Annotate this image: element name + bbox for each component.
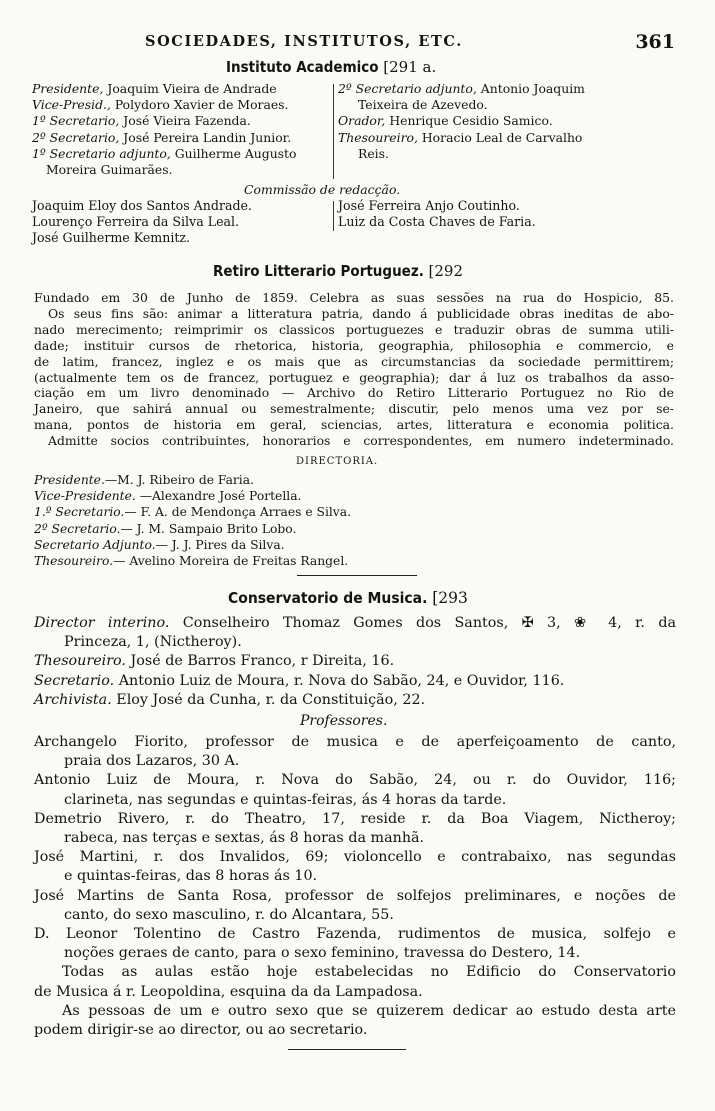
professor-line: José Martins de Santa Rosa, professor de solfejos preliminares, e noções de <box>34 887 676 904</box>
professor-line: noções geraes de canto, para o sexo feminino, travessa do Destero, 14. <box>64 945 581 962</box>
staff-line: Director interino. Conselheiro Thomaz Gomes dos Santos, ✠ 3, ❀ 4, r. da <box>34 615 677 631</box>
note-line: Todas as aulas estão hoje estabelecidas no Edificio do Conservatorio <box>62 964 676 981</box>
commission-member: José Ferreira Anjo Coutinho. <box>338 198 520 213</box>
text-line: Os seus fins são: animar a litteratura patria, dando á publicidade obras ineditas de abo- <box>48 305 674 321</box>
directory-row: 2º Secretario.— J. M. Sampaio Brito Lobo. <box>34 521 297 536</box>
retiro-directory <box>34 472 351 569</box>
professors-list <box>34 733 676 1040</box>
text-line: Fundado em 30 de Junho de 1859. Celebra as suas sessões na rua do Hospicio, 85. <box>34 290 674 305</box>
professor-line: José Martini, r. dos Invalidos, 69; violoncello e contrabaixo, nas segundas <box>34 849 676 866</box>
directory-row: 1.º Secretario.— F. A. de Mendonça Arraes e Silva. <box>34 505 351 520</box>
officer-row: Teixeira de Azevedo. <box>358 97 488 113</box>
text-line: Janeiro, que sahirá annual ou semestralmente; discutir, pelo menos uma vez por se- <box>34 401 674 417</box>
page-number: 361 <box>635 31 675 53</box>
instituto-officers-left <box>32 81 296 178</box>
directory-row: Secretario Adjunto.— J. J. Pires da Silva. <box>34 537 285 552</box>
retiro-ref: [292 <box>428 262 464 280</box>
professors-heading: Professores. <box>300 713 388 729</box>
officer-row: Reis. <box>358 145 389 161</box>
text-line: ciação em um livro denominado — Archivo do Retiro Litterario Portuguez no Rio de <box>34 385 674 401</box>
officer-row: Vice-Presid., Polydoro Xavier de Moraes. <box>32 97 289 113</box>
text-line: nado merecimento; reimprimir os classicos portuguezes e traduzir obras de summa utili- <box>34 321 674 337</box>
commission-member: Joaquim Eloy dos Santos Andrade. <box>32 198 252 213</box>
commission-member: Lourenço Ferreira da Silva Leal. <box>32 214 240 230</box>
text-line: mana, pontos de historia em geral, sciencias, artes, litteratura e economia politica. <box>34 417 674 433</box>
column-divider <box>333 84 334 179</box>
staff-line: Princeza, 1, (Nictheroy). <box>64 634 242 651</box>
professor-line: D. Leonor Tolentino de Castro Fazenda, rudimentos de musica, solfejo e <box>34 926 676 943</box>
directory-row: Vice-Presidente. —Alexandre José Portella. <box>34 489 302 504</box>
officer-row: 1º Secretario adjunto, Guilherme Augusto <box>32 145 297 161</box>
professor-line: rabeca, nas terças e sextas, ás 8 horas da manhã. <box>64 830 425 847</box>
staff-line: Secretario. Antonio Luiz de Moura, r. Nova do Sabão, 24, e Ouvidor, 116. <box>34 672 565 689</box>
staff-line: Thesoureiro. José de Barros Franco, r Direita, 16. <box>34 653 395 670</box>
note-line: podem dirigir-se ao director, ou ao secretario. <box>34 1022 368 1039</box>
commission-left <box>32 198 252 247</box>
column-divider <box>333 201 334 231</box>
note-line: de Musica á r. Leopoldina, esquina da da Lampadosa. <box>34 983 423 1000</box>
section-title-conservatorio <box>228 589 468 607</box>
professor-line: canto, do sexo masculino, r. do Alcantara, 55. <box>64 906 394 923</box>
officer-row: 2º Secretario, José Pereira Landin Junior. <box>32 129 292 145</box>
professor-line: Antonio Luiz de Moura, r. Nova do Sabão, 24, ou r. do Ouvidor, 116; <box>34 772 676 789</box>
section-title-instituto <box>226 58 436 76</box>
officer-row: Orador, Henrique Cesidio Samico. <box>338 113 553 129</box>
running-header <box>145 33 675 55</box>
running-title: SOCIEDADES, INSTITUTOS, ETC. <box>145 33 463 50</box>
directory-row: Thesoureiro.— Avelino Moreira de Freitas Rangel. <box>34 554 349 569</box>
commission-member: Luiz da Costa Chaves de Faria. <box>338 214 536 230</box>
instituto-officers-right <box>338 81 585 162</box>
note-line: As pessoas de um e outro sexo que se quizerem dedicar ao estudo desta arte <box>62 1002 676 1019</box>
section-divider <box>297 575 417 576</box>
retiro-title: Retiro Litterario Portuguez. <box>213 262 424 280</box>
instituto-ref: [291 a. <box>383 58 437 76</box>
officer-row: 1º Secretario, José Vieira Fazenda. <box>32 113 251 129</box>
professor-line: praia dos Lazaros, 30 A. <box>64 753 240 770</box>
instituto-title: Instituto Academico <box>226 58 379 76</box>
commission-right <box>338 198 536 230</box>
conservatorio-ref: [293 <box>432 589 468 607</box>
professor-line: Archangelo Fiorito, professor de musica e de aperfeiçoamento de canto, <box>34 734 676 750</box>
commission-heading: Commissão de redacção. <box>244 182 401 197</box>
conservatorio-staff <box>34 614 676 710</box>
conservatorio-title: Conservatorio de Musica. <box>228 589 428 607</box>
section-divider <box>288 1049 406 1050</box>
professor-line: Demetrio Rivero, r. do Theatro, 17, reside r. da Boa Viagem, Nictheroy; <box>34 810 676 827</box>
text-line: (actualmente tem os de francez, portuguez e geographia); dar á luz os trabalhos da asso- <box>34 369 674 385</box>
officer-row: 2º Secretario adjunto, Antonio Joaquim <box>338 81 585 96</box>
professor-line: e quintas-feiras, das 8 horas ás 10. <box>64 868 318 885</box>
text-line: dade; instituir cursos de rhetorica, historia, geographia, philosophia e commercio, e <box>34 337 674 353</box>
officer-row: Presidente, Joaquim Vieira de Andrade <box>32 81 277 96</box>
retiro-paragraph <box>34 290 674 449</box>
professor-line: clarineta, nas segundas e quintas-feiras, ás 4 horas da tarde. <box>64 791 507 808</box>
text-line: Admitte socios contribuintes, honorarios e correspondentes, em numero indeterminado. <box>48 433 674 449</box>
officer-row: Thesoureiro, Horacio Leal de Carvalho <box>338 129 583 145</box>
commission-member: José Guilherme Kemnitz. <box>32 230 191 246</box>
staff-line: Archivista. Eloy José da Cunha, r. da Constituição, 22. <box>34 691 426 708</box>
officer-row: Moreira Guimarães. <box>46 162 173 178</box>
text-line: de latim, francez, inglez e os mais que as circumstancias da sociedade permittirem; <box>34 353 674 369</box>
directory-row: Presidente.—M. J. Ribeiro de Faria. <box>34 473 254 487</box>
directory-heading: DIRECTORIA. <box>296 456 379 467</box>
section-title-retiro <box>213 262 463 280</box>
